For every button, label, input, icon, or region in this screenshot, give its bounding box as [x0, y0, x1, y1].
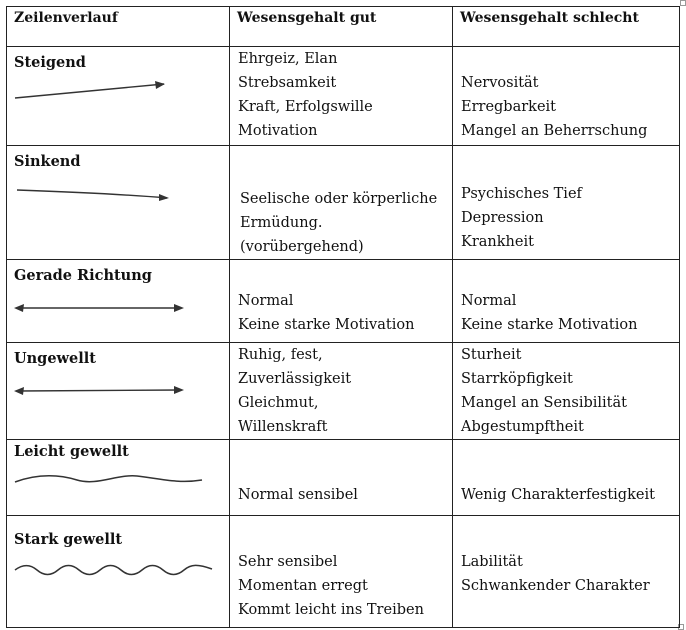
header-zeilenverlauf: Zeilenverlauf [7, 7, 230, 47]
strongly-wavy-line-icon [12, 560, 217, 580]
bad-line: Schwankender Charakter [461, 578, 650, 594]
cell-line-type [7, 146, 230, 260]
bad-line: Sturheit [461, 347, 522, 363]
row-name: Sinkend [14, 153, 81, 170]
good-line: (vorübergehend) [240, 239, 364, 255]
good-line: Ruhig, fest, [238, 347, 323, 363]
bad-line: Abgestumpftheit [461, 419, 584, 435]
straight-double-arrow-icon [12, 298, 187, 318]
row-name: Gerade Richtung [14, 267, 152, 284]
table-row [7, 260, 680, 343]
cell-good [230, 146, 453, 260]
bad-line: Depression [461, 210, 544, 226]
cell-line-type [7, 440, 230, 516]
row-name: Ungewellt [14, 350, 96, 367]
cell-good [230, 440, 453, 516]
bad-line: Psychisches Tief [461, 186, 582, 202]
bad-line: Mangel an Beherrschung [461, 123, 648, 139]
good-line: Motivation [238, 123, 318, 139]
good-line: Zuverlässigkeit [238, 371, 352, 387]
bad-line: Starrköpfigkeit [461, 371, 573, 387]
bad-line: Mangel an Sensibilität [461, 395, 627, 411]
table-row [7, 47, 680, 146]
bad-line: Keine starke Motivation [461, 317, 638, 333]
handwriting-line-table [6, 6, 680, 628]
cell-good [230, 47, 453, 146]
bad-line: Krankheit [461, 234, 534, 250]
row-name: Leicht gewellt [14, 443, 129, 460]
falling-arrow-icon [12, 184, 172, 206]
resize-handle-top-right [680, 0, 686, 6]
cell-line-type [7, 516, 230, 628]
table-row [7, 343, 680, 440]
cell-bad [453, 343, 680, 440]
cell-bad [453, 440, 680, 516]
good-line: Seelische oder körperliche [240, 191, 438, 207]
good-line: Kommt leicht ins Treiben [238, 602, 424, 618]
cell-bad [453, 516, 680, 628]
cell-bad [453, 47, 680, 146]
good-line: Kraft, Erfolgswille [238, 99, 373, 115]
bad-line: Erregbarkeit [461, 99, 557, 115]
table-row [7, 146, 680, 260]
header-wesensgehalt-gut: Wesensgehalt gut [230, 7, 453, 47]
bad-line: Labilität [461, 554, 523, 570]
cell-bad [453, 146, 680, 260]
unwaved-double-arrow-icon [12, 381, 187, 401]
row-name: Steigend [14, 54, 86, 71]
good-line: Normal [238, 293, 294, 309]
good-line: Strebsamkeit [238, 75, 337, 91]
slightly-wavy-line-icon [12, 470, 207, 490]
good-line: Gleichmut, [238, 395, 319, 411]
good-line: Ehrgeiz, Elan [238, 51, 338, 67]
cell-good [230, 516, 453, 628]
good-line: Sehr sensibel [238, 554, 338, 570]
cell-line-type [7, 260, 230, 343]
good-line: Willenskraft [238, 419, 328, 435]
row-name: Stark gewellt [14, 531, 123, 548]
table-header-row [7, 7, 680, 47]
bad-line: Normal [461, 293, 517, 309]
good-line: Ermüdung. [240, 215, 323, 231]
cell-good [230, 260, 453, 343]
rising-arrow-icon [12, 79, 172, 101]
table-row [7, 516, 680, 628]
header-wesensgehalt-schlecht: Wesensgehalt schlecht [453, 7, 680, 47]
cell-line-type [7, 47, 230, 146]
good-line: Momentan erregt [238, 578, 368, 594]
bad-line: Wenig Charakterfestigkeit [461, 487, 655, 503]
good-line: Normal sensibel [238, 487, 358, 503]
cell-line-type [7, 343, 230, 440]
good-line: Keine starke Motivation [238, 317, 415, 333]
cell-good [230, 343, 453, 440]
cell-bad [453, 260, 680, 343]
bad-line: Nervosität [461, 75, 539, 91]
table-row [7, 440, 680, 516]
